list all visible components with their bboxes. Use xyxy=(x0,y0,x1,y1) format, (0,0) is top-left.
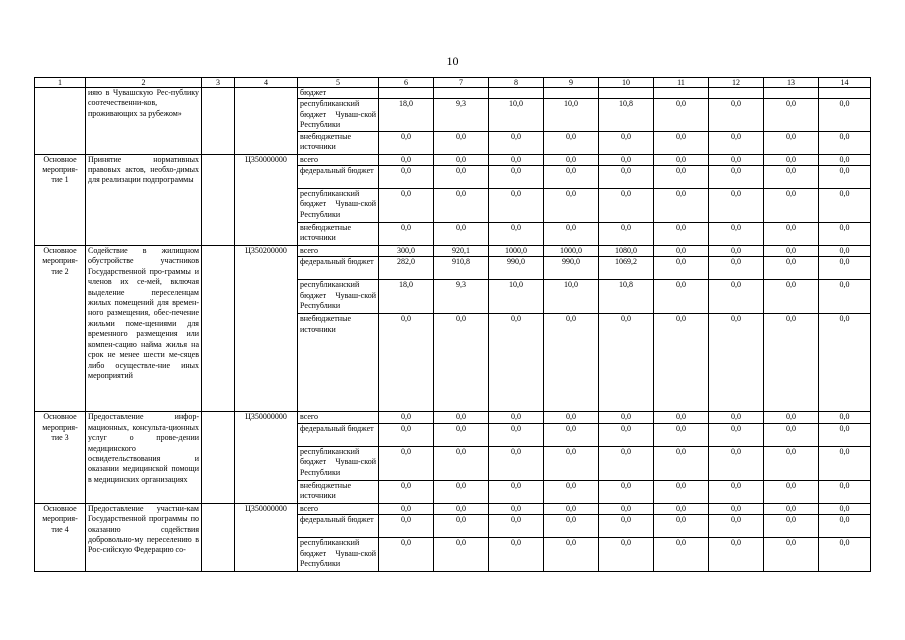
header-cell-5: 5 xyxy=(298,78,379,88)
value-cell: 0,0 xyxy=(544,480,599,503)
col3-cell xyxy=(202,503,235,571)
value-cell: 0,0 xyxy=(764,257,819,280)
funding-source-cell: республиканский бюджет Чуваш-ской Республики xyxy=(298,446,379,480)
value-cell: 0,0 xyxy=(379,154,434,165)
value-cell: 0,0 xyxy=(709,503,764,514)
value-cell: 0,0 xyxy=(379,538,434,572)
value-cell: 0,0 xyxy=(544,423,599,446)
value-cell: 0,0 xyxy=(379,166,434,189)
event-name-cell: Основное мероприя-тие 4 xyxy=(35,503,86,571)
value-cell: 0,0 xyxy=(434,446,489,480)
header-cell-13: 13 xyxy=(764,78,819,88)
budget-code-cell xyxy=(235,88,298,155)
value-cell: 0,0 xyxy=(819,246,871,257)
value-cell: 0,0 xyxy=(819,189,871,223)
event-description-cell: Принятие нормативных правовых актов, необхо-димых для реализации подпрограммы xyxy=(86,154,202,245)
value-cell: 0,0 xyxy=(709,280,764,314)
value-cell xyxy=(654,88,709,99)
value-cell: 0,0 xyxy=(489,131,544,154)
value-cell: 0,0 xyxy=(489,446,544,480)
value-cell: 0,0 xyxy=(599,515,654,538)
value-cell: 0,0 xyxy=(434,503,489,514)
value-cell: 0,0 xyxy=(819,280,871,314)
page-number: 10 xyxy=(446,54,459,68)
value-cell: 0,0 xyxy=(819,223,871,246)
value-cell: 0,0 xyxy=(709,131,764,154)
value-cell: 0,0 xyxy=(599,131,654,154)
value-cell: 0,0 xyxy=(654,257,709,280)
value-cell: 0,0 xyxy=(764,538,819,572)
value-cell xyxy=(599,88,654,99)
header-cell-9: 9 xyxy=(544,78,599,88)
value-cell: 0,0 xyxy=(709,154,764,165)
value-cell: 10,8 xyxy=(599,99,654,131)
value-cell: 1069,2 xyxy=(599,257,654,280)
funding-source-cell: федеральный бюджет xyxy=(298,257,379,280)
value-cell: 0,0 xyxy=(654,189,709,223)
value-cell: 0,0 xyxy=(434,223,489,246)
col3-cell xyxy=(202,412,235,503)
value-cell: 0,0 xyxy=(819,503,871,514)
value-cell xyxy=(434,88,489,99)
header-cell-3: 3 xyxy=(202,78,235,88)
value-cell: 0,0 xyxy=(489,154,544,165)
funding-source-cell: всего xyxy=(298,503,379,514)
value-cell: 10,0 xyxy=(544,99,599,131)
value-cell: 0,0 xyxy=(489,166,544,189)
value-cell: 0,0 xyxy=(764,131,819,154)
value-cell: 0,0 xyxy=(544,223,599,246)
table-row xyxy=(35,412,871,423)
funding-source-cell: республиканский бюджет Чуваш-ской Республики xyxy=(298,189,379,223)
value-cell: 0,0 xyxy=(434,189,489,223)
header-cell-6: 6 xyxy=(379,78,434,88)
value-cell: 300,0 xyxy=(379,246,434,257)
value-cell: 0,0 xyxy=(434,423,489,446)
value-cell: 0,0 xyxy=(489,189,544,223)
value-cell xyxy=(544,88,599,99)
value-cell: 0,0 xyxy=(489,515,544,538)
value-cell xyxy=(379,88,434,99)
value-cell: 0,0 xyxy=(544,538,599,572)
value-cell: 0,0 xyxy=(489,538,544,572)
value-cell: 0,0 xyxy=(709,246,764,257)
funding-source-cell: федеральный бюджет xyxy=(298,515,379,538)
event-description-cell: ияю в Чувашскую Рес-публику соотечественни-ков, проживающих за рубежом» xyxy=(86,88,202,155)
value-cell: 0,0 xyxy=(654,314,709,412)
value-cell: 0,0 xyxy=(599,189,654,223)
value-cell: 10,0 xyxy=(544,280,599,314)
value-cell: 0,0 xyxy=(599,538,654,572)
value-cell: 0,0 xyxy=(819,257,871,280)
value-cell: 1080,0 xyxy=(599,246,654,257)
funding-source-cell: всего xyxy=(298,246,379,257)
event-description-cell: Предоставление инфор-мационных, консульта-ционных услуг о прове-дении медицинского освидетельствования и оказании медицинской помощи в медицинских организациях xyxy=(86,412,202,503)
value-cell xyxy=(819,88,871,99)
funding-source-cell: внебюджетные источники xyxy=(298,314,379,412)
budget-code-cell: Ц350000000 xyxy=(235,412,298,503)
event-description-cell: Предоставление участни-кам Государственной программы по оказанию содействия добровольно-му переселению в Рос-сийскую Федерацию со- xyxy=(86,503,202,571)
value-cell xyxy=(764,88,819,99)
value-cell: 0,0 xyxy=(709,257,764,280)
value-cell: 0,0 xyxy=(544,131,599,154)
value-cell: 0,0 xyxy=(599,154,654,165)
value-cell: 0,0 xyxy=(379,412,434,423)
value-cell xyxy=(489,88,544,99)
header-cell-12: 12 xyxy=(709,78,764,88)
value-cell: 0,0 xyxy=(709,446,764,480)
event-name-cell: Основное мероприя-тие 1 xyxy=(35,154,86,245)
table-row xyxy=(35,88,871,99)
value-cell: 0,0 xyxy=(819,166,871,189)
value-cell: 1000,0 xyxy=(544,246,599,257)
value-cell: 0,0 xyxy=(709,515,764,538)
col3-cell xyxy=(202,88,235,155)
table-row xyxy=(35,154,871,165)
value-cell: 0,0 xyxy=(764,189,819,223)
value-cell: 0,0 xyxy=(434,538,489,572)
event-name-cell: Основное мероприя-тие 3 xyxy=(35,412,86,503)
value-cell: 0,0 xyxy=(764,446,819,480)
event-name-cell: Основное мероприя-тие 2 xyxy=(35,246,86,412)
value-cell: 0,0 xyxy=(764,154,819,165)
value-cell: 0,0 xyxy=(599,423,654,446)
col3-cell xyxy=(202,246,235,412)
value-cell: 0,0 xyxy=(379,189,434,223)
value-cell: 0,0 xyxy=(489,223,544,246)
value-cell: 0,0 xyxy=(599,503,654,514)
budget-code-cell: Ц350200000 xyxy=(235,246,298,412)
funding-source-cell: бюджет xyxy=(298,88,379,99)
value-cell: 0,0 xyxy=(599,412,654,423)
value-cell: 990,0 xyxy=(544,257,599,280)
funding-source-cell: внебюджетные источники xyxy=(298,480,379,503)
value-cell: 10,0 xyxy=(489,99,544,131)
value-cell: 0,0 xyxy=(489,412,544,423)
value-cell: 0,0 xyxy=(764,423,819,446)
value-cell: 0,0 xyxy=(654,246,709,257)
value-cell: 0,0 xyxy=(764,412,819,423)
value-cell: 0,0 xyxy=(764,503,819,514)
value-cell: 0,0 xyxy=(544,154,599,165)
value-cell: 0,0 xyxy=(489,503,544,514)
value-cell: 0,0 xyxy=(654,515,709,538)
table-row xyxy=(35,503,871,514)
value-cell: 0,0 xyxy=(709,480,764,503)
value-cell: 0,0 xyxy=(599,223,654,246)
header-cell-10: 10 xyxy=(599,78,654,88)
value-cell: 0,0 xyxy=(544,515,599,538)
value-cell: 0,0 xyxy=(709,223,764,246)
value-cell: 0,0 xyxy=(544,166,599,189)
value-cell: 9,3 xyxy=(434,99,489,131)
value-cell: 0,0 xyxy=(379,480,434,503)
value-cell: 0,0 xyxy=(709,423,764,446)
value-cell: 0,0 xyxy=(819,515,871,538)
budget-code-cell: Ц350000000 xyxy=(235,503,298,571)
value-cell: 0,0 xyxy=(434,131,489,154)
value-cell: 0,0 xyxy=(544,412,599,423)
funding-source-cell: всего xyxy=(298,412,379,423)
funding-source-cell: федеральный бюджет xyxy=(298,423,379,446)
value-cell: 0,0 xyxy=(434,480,489,503)
funding-source-cell: внебюджетные источники xyxy=(298,223,379,246)
funding-source-cell: федеральный бюджет xyxy=(298,166,379,189)
value-cell: 0,0 xyxy=(819,480,871,503)
value-cell: 0,0 xyxy=(819,154,871,165)
funding-source-cell: всего xyxy=(298,154,379,165)
header-row xyxy=(35,78,871,88)
value-cell: 0,0 xyxy=(709,412,764,423)
value-cell: 0,0 xyxy=(379,423,434,446)
value-cell: 0,0 xyxy=(654,503,709,514)
event-name-cell xyxy=(35,88,86,155)
funding-source-cell: республиканский бюджет Чуваш-ской Республики xyxy=(298,280,379,314)
value-cell: 0,0 xyxy=(819,412,871,423)
value-cell: 0,0 xyxy=(764,246,819,257)
value-cell: 0,0 xyxy=(764,99,819,131)
funding-source-cell: республиканский бюджет Чуваш-ской Республики xyxy=(298,99,379,131)
value-cell: 0,0 xyxy=(819,538,871,572)
value-cell: 9,3 xyxy=(434,280,489,314)
value-cell: 0,0 xyxy=(819,446,871,480)
event-description-cell: Содействие в жилищном обустройстве участников Государственной про-граммы и членов их се-мей, включая выделение переселенцам жилых помещений для времен-ного размещения, обес-печение жильми поме-щениями для временного размещения или компен-сацию найма жилья на срок не менее шести ме-сяцев либо осуществле-ние иных мероприятий xyxy=(86,246,202,412)
value-cell: 0,0 xyxy=(654,412,709,423)
value-cell: 0,0 xyxy=(654,538,709,572)
value-cell: 0,0 xyxy=(434,412,489,423)
value-cell: 0,0 xyxy=(599,446,654,480)
value-cell: 0,0 xyxy=(489,423,544,446)
value-cell: 0,0 xyxy=(654,480,709,503)
value-cell: 18,0 xyxy=(379,99,434,131)
funding-source-cell: республиканский бюджет Чуваш-ской Республики xyxy=(298,538,379,572)
value-cell: 0,0 xyxy=(709,189,764,223)
value-cell: 18,0 xyxy=(379,280,434,314)
value-cell: 920,1 xyxy=(434,246,489,257)
value-cell: 0,0 xyxy=(599,166,654,189)
value-cell: 0,0 xyxy=(544,314,599,412)
value-cell: 0,0 xyxy=(379,515,434,538)
header-cell-4: 4 xyxy=(235,78,298,88)
value-cell: 10,8 xyxy=(599,280,654,314)
header-cell-11: 11 xyxy=(654,78,709,88)
value-cell: 0,0 xyxy=(654,280,709,314)
value-cell: 0,0 xyxy=(654,166,709,189)
funding-source-cell: внебюджетные источники xyxy=(298,131,379,154)
value-cell: 1000,0 xyxy=(489,246,544,257)
value-cell: 0,0 xyxy=(654,99,709,131)
value-cell: 0,0 xyxy=(544,446,599,480)
value-cell: 0,0 xyxy=(654,423,709,446)
value-cell: 0,0 xyxy=(764,515,819,538)
value-cell: 0,0 xyxy=(379,223,434,246)
value-cell xyxy=(709,88,764,99)
value-cell: 0,0 xyxy=(709,314,764,412)
value-cell: 0,0 xyxy=(599,314,654,412)
value-cell: 0,0 xyxy=(654,223,709,246)
value-cell: 0,0 xyxy=(819,131,871,154)
value-cell: 0,0 xyxy=(709,166,764,189)
header-cell-1: 1 xyxy=(35,78,86,88)
value-cell: 0,0 xyxy=(819,99,871,131)
value-cell: 0,0 xyxy=(379,446,434,480)
value-cell: 0,0 xyxy=(434,154,489,165)
value-cell: 0,0 xyxy=(819,423,871,446)
value-cell: 0,0 xyxy=(489,314,544,412)
value-cell: 990,0 xyxy=(489,257,544,280)
value-cell: 0,0 xyxy=(654,446,709,480)
value-cell: 0,0 xyxy=(489,480,544,503)
funding-table xyxy=(34,77,871,572)
value-cell: 0,0 xyxy=(709,538,764,572)
value-cell: 0,0 xyxy=(819,314,871,412)
header-cell-14: 14 xyxy=(819,78,871,88)
value-cell: 0,0 xyxy=(544,189,599,223)
value-cell: 910,8 xyxy=(434,257,489,280)
value-cell: 0,0 xyxy=(379,314,434,412)
header-cell-2: 2 xyxy=(86,78,202,88)
value-cell: 0,0 xyxy=(434,314,489,412)
col3-cell xyxy=(202,154,235,245)
budget-code-cell: Ц350000000 xyxy=(235,154,298,245)
value-cell: 0,0 xyxy=(654,154,709,165)
value-cell: 0,0 xyxy=(764,166,819,189)
value-cell: 0,0 xyxy=(654,131,709,154)
value-cell: 0,0 xyxy=(434,166,489,189)
value-cell: 0,0 xyxy=(764,480,819,503)
value-cell: 0,0 xyxy=(599,480,654,503)
value-cell: 282,0 xyxy=(379,257,434,280)
table-row xyxy=(35,246,871,257)
value-cell: 10,0 xyxy=(489,280,544,314)
header-cell-7: 7 xyxy=(434,78,489,88)
value-cell: 0,0 xyxy=(764,223,819,246)
value-cell: 0,0 xyxy=(709,99,764,131)
header-cell-8: 8 xyxy=(489,78,544,88)
value-cell: 0,0 xyxy=(379,131,434,154)
value-cell: 0,0 xyxy=(434,515,489,538)
value-cell: 0,0 xyxy=(379,503,434,514)
value-cell: 0,0 xyxy=(544,503,599,514)
value-cell: 0,0 xyxy=(764,314,819,412)
value-cell: 0,0 xyxy=(764,280,819,314)
